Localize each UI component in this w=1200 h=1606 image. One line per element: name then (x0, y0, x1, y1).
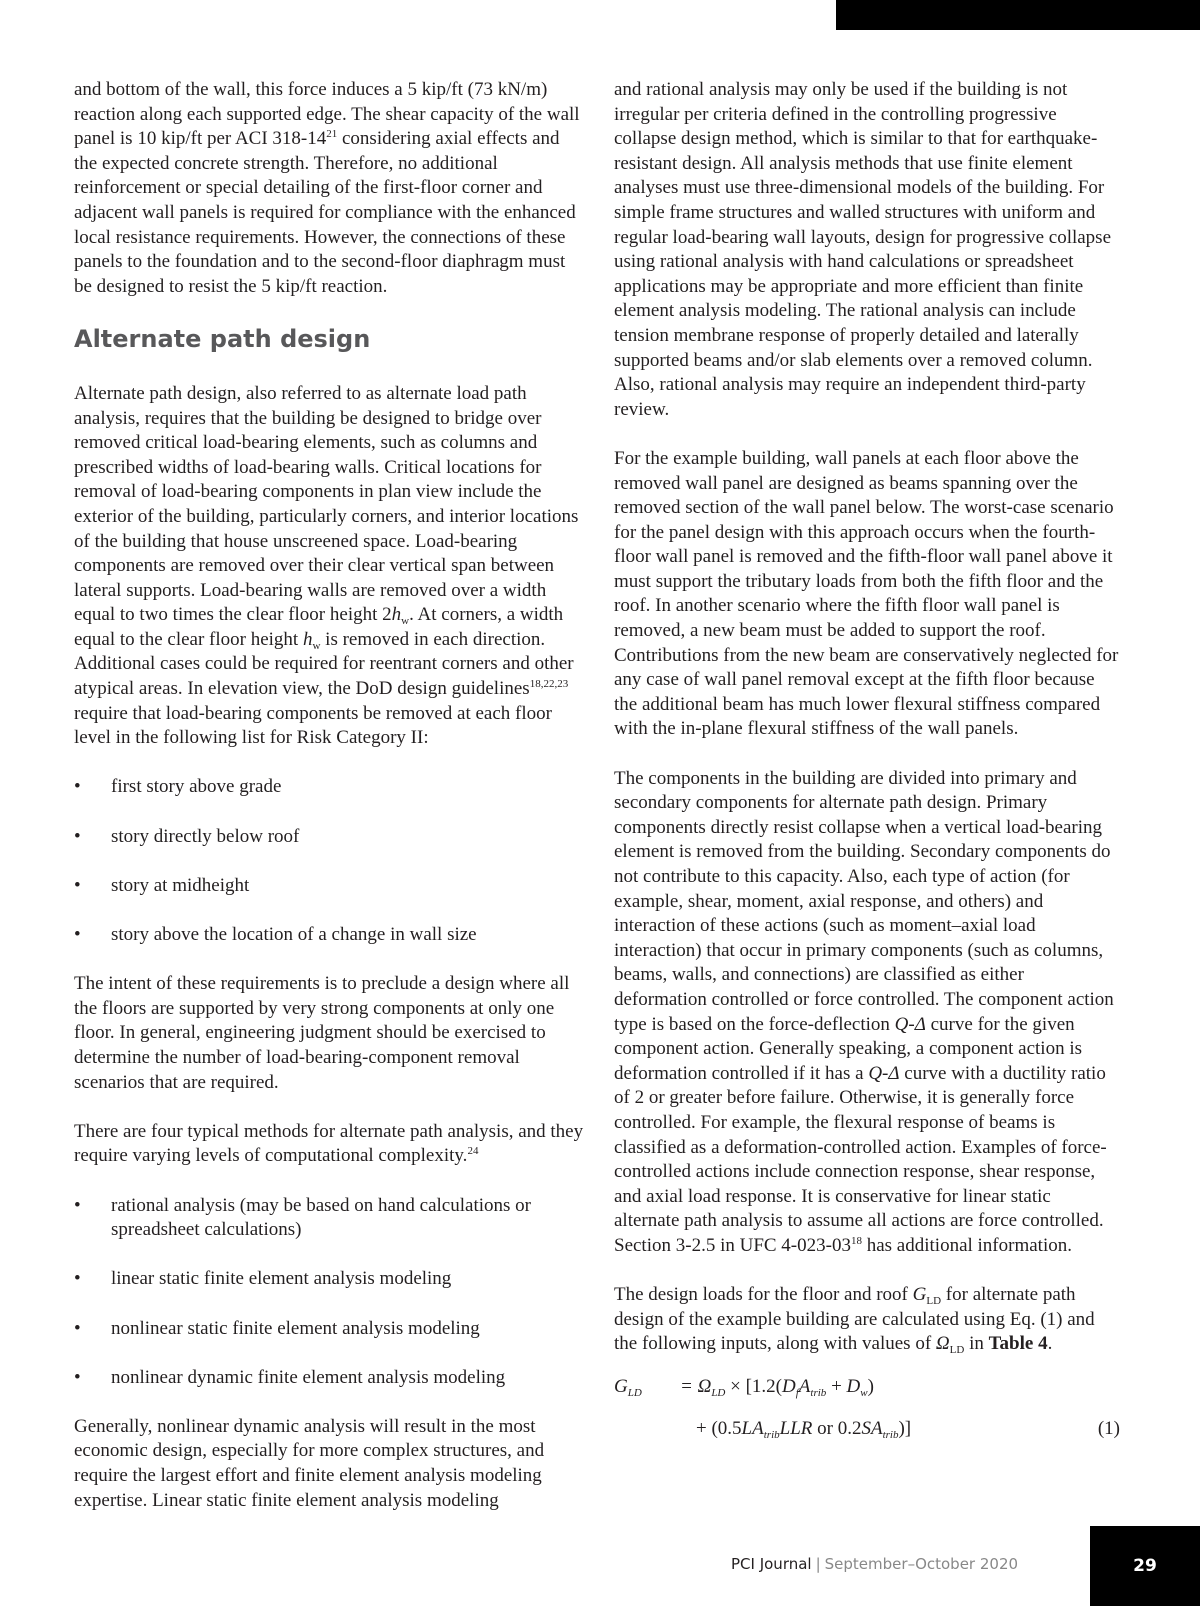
citation: 21 (326, 128, 338, 141)
left-column (74, 78, 586, 1538)
equation-number: (1) (1097, 1417, 1120, 1439)
table-reference: Table 4 (988, 1333, 1048, 1355)
paragraph-alternate-path: Alternate path design, also referred to as alternate load path analysis, requires that the building be designed to bridge over removed critical load-bearing elements, such as columns and prescribed widths of load-bearing walls. Critical locations for removal of load-bearing components in plan view include the exterior of the building, particularly corners, and interior locations of the building that house unscreened space. Load-bearing components are removed over their clear vertical span between lateral supports. Load-bearing walls are removed over a width equal to two times the clear floor height $2h_w$. At corners, a width equal to the clear floor height $h_w$ is removed in each direction. Additional cases could be required for reentrant corners and other atypical areas. In elevation view, the DoD design guidelines$^{18,22,23}$ require that load-bearing components be removed at each floor level in the following list for Risk Category II: (74, 382, 579, 749)
removal-locations-list (74, 775, 586, 947)
list-item: • story directly below roof (74, 825, 586, 850)
page-number: 29 (1090, 1526, 1200, 1606)
right-column (614, 78, 1120, 1455)
section-heading: Alternate path design (74, 324, 371, 353)
equation-lhs: $G_{LD}$ (614, 1375, 642, 1399)
list-item: • story above the location of a change in wall size (74, 923, 586, 948)
top-black-bar (836, 0, 1200, 30)
journal-name: PCI Journal (731, 1555, 812, 1573)
paragraph-components: The components in the building are divided into primary and secondary components for alternate path design. Primary components directly resist collapse when a vertical load-bearing element is removed from the building. Secondary components do not contribute to this capacity. Also, each type of action (for example, shear, moment, axial response, and others) and interaction of these actions (such as moment–axial load interaction) that occur in primary components (such as columns, beams, walls, and connections) are classified as either deformation controlled or force controlled. The component action type is based on the force-deflection Q-Δ curve for the given component action. Generally speaking, a component action is deformation controlled if it has a Q-Δ curve with a ductility ratio of 2 or greater before failure. Otherwise, it is generally force controlled. For example, the flexural response of beams is classified as a deformation-controlled action. Examples of force-controlled actions include connection response, shear response, and axial load response. It is conservative for linear static alternate path analysis to assume all actions are force controlled. Section 3-2.5 in UFC $4-023-03^{18}$ has additional information. (614, 767, 1114, 1256)
list-item: • first story above grade (74, 775, 586, 800)
paragraph-generally: Generally, nonlinear dynamic analysis will result in the most economic design, especially for more complex structures, and require the largest effort and finite element analysis modeling expertise. Linear static finite element analysis modeling (74, 1415, 545, 1511)
list-item: • nonlinear dynamic finite element analysis modeling (74, 1366, 586, 1391)
list-item: • nonlinear static finite element analysis modeling (74, 1317, 586, 1342)
equation-1 (614, 1375, 1120, 1455)
list-item: • story at midheight (74, 874, 586, 899)
citation: 18,22,23 (529, 678, 569, 691)
list-item: • rational analysis (may be based on hand calculations or spreadsheet calculations) (74, 1194, 586, 1243)
paragraph-intro: and bottom of the wall, this force induces a 5 kip/ft (73 kN/m) reaction along each supported edge. The shear capacity of the wall panel is 10 kip/ft per ACI $318-14^{21}$ considering axial effects and the expected concrete strength. Therefore, no additional reinforcement or special detailing of the first-floor corner and adjacent wall panels is required for compliance with the enhanced local resistance requirements. However, the connections of these panels to the foundation and to the second-floor diaphragm must be designed to resist the 5 kip/ft reaction. (74, 79, 580, 297)
equation-rhs-line2: + ($0.5LA_{trib}LLR$ or $0.2SA_{trib}$)] (696, 1417, 912, 1441)
list-item: • linear static finite element analysis modeling (74, 1267, 586, 1292)
paragraph-methods: There are four typical methods for alternate path analysis, and they require varying levels of computational complexity.$^{24}$ (74, 1120, 584, 1167)
citation: 18 (850, 1234, 862, 1247)
issue-date: September–October 2020 (824, 1555, 1019, 1573)
methods-list (74, 1194, 586, 1391)
paragraph-design-loads: The design loads for the floor and roof $G_{LD}$ for alternate path design of the example building are calculated using Eq. (1) and the following inputs, along with values of $\Omega_{LD}$ in Table 4. (614, 1284, 1095, 1357)
equation-rhs-line1: = $\Omega_{LD} \times [1.2(D_fA_{trib} + D_w)$ (680, 1375, 874, 1399)
citation: 24 (467, 1145, 479, 1158)
paragraph-continued: and rational analysis may only be used if the building is not irregular per criteria defined in the controlling progressive collapse design method, which is similar to that for earthquake-resistant design. All analysis methods that use finite element analyses must use three-dimensional models of the building. For simple frame structures and walled structures with uniform and regular load-bearing wall layouts, design for progressive collapse using rational analysis with hand calculations or spreadsheet applications may be appropriate and more efficient than finite element analysis modeling. The rational analysis can include tension membrane response of properly detailed and laterally supported beams and/or slab elements over a removed column. Also, rational analysis may require an independent third-party review. (614, 79, 1112, 420)
paragraph-example-building: For the example building, wall panels at each floor above the removed wall panel are designed as beams spanning over the removed section of the wall panel below. The worst-case scenario for the panel design with this approach occurs when the fourth-floor wall panel is removed and the fifth-floor wall panel above it must support the tributary loads from both the fifth floor and the roof. In another scenario where the fifth floor wall panel is removed, a new beam must be added to support the roof. Contributions from the new beam are conservatively neglected for any case of wall panel removal except at the fifth floor because the additional beam has much lower flexural stiffness compared with the in-plane flexural stiffness of the wall panels. (614, 447, 1119, 740)
page-footer (731, 1555, 1018, 1573)
paragraph-intent: The intent of these requirements is to preclude a design where all the floors are supported by very strong components at only one floor. In general, engineering judgment should be exercised to determine the number of load-bearing-component removal scenarios that are required. (74, 973, 570, 1093)
footer-separator: | (815, 1555, 821, 1573)
